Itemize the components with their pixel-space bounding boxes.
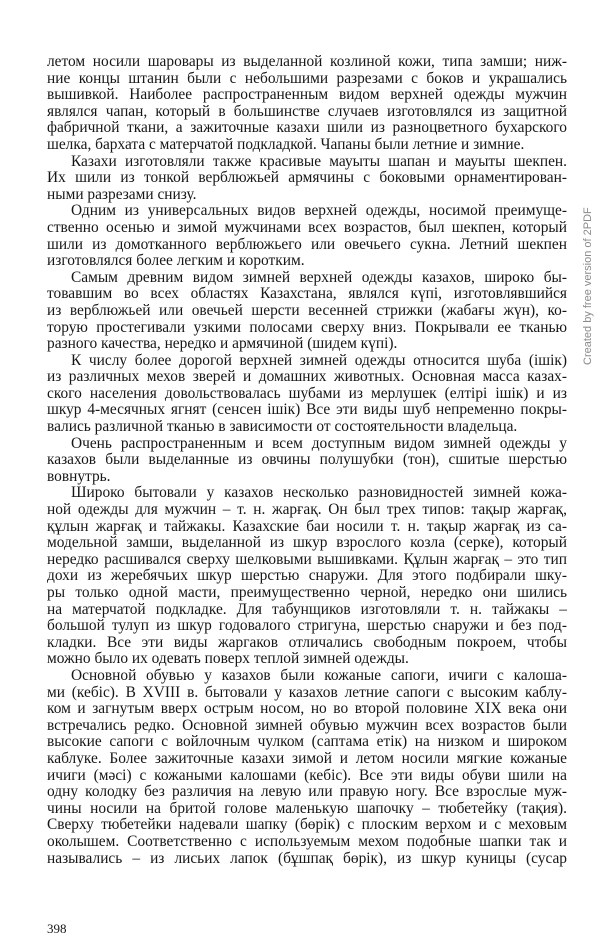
text-line: Одним из универсальных видов верхней одежды, носимой преимуще-	[71, 202, 567, 220]
text-line: высокие сапоги с войлочным чулком (саптама етік) на низком и широком	[47, 733, 567, 751]
text-line: вовнутрь.	[47, 467, 111, 485]
text-line: встречались редко. Основной зимней обувью мужчин всех возрастов были	[47, 716, 567, 734]
text-line: Самым древним видом зимней верхней одежды казахов, широко бы-	[71, 268, 567, 286]
text-line: Сверху тюбетейки надевали шапку (бөрік) с плоским верхом и с меховым	[47, 816, 567, 834]
text-line: нередко расшивался сверху шелковыми вышивками. Құлын жарғақ – это тип	[47, 550, 567, 568]
text-line: летом носили шаровары из выделанной козлиной кожи, типа замши; ниж-	[47, 53, 567, 70]
text-line: можно было их одевать поверх теплой зимней одежды.	[47, 650, 409, 668]
text-line: ственно осенью и зимой мужчинами всех возрастов, был шекпен, который	[47, 218, 567, 236]
text-line: шили из домотканного верблюжьего или овечьего сукна. Летний шекпен	[47, 235, 567, 253]
text-line: товавшим во всех областях Казахстана, являлся күпі, изготовлявшийся	[47, 285, 567, 303]
text-line: из различных мехов зверей и домашних животных. Основная масса казах-	[47, 368, 567, 386]
text-line: кладки. Все эти виды жаргаков отличались свободным покроем, чтобы	[47, 633, 567, 651]
text-line: ры только одной масти, преимущественно черной, нередко они шились	[47, 584, 567, 601]
text-line: вались различной тканью в зависимости от состоятельности владельца.	[47, 418, 518, 436]
text-line: назывались – из лисьих лапок (бұшпақ бөрік), из шкур куницы (сусар	[47, 849, 567, 867]
watermark-text: Created by free version of 2PDF	[582, 207, 594, 365]
text-line: торую простегивали узкими полосами сверху вниз. Покрывали ее тканью	[47, 318, 567, 336]
text-line: ными разрезами снизу.	[47, 185, 197, 203]
text-line: Широко бытовали у казахов несколько разновидностей зимней кожа-	[71, 484, 567, 502]
text-line: Очень распространенным и всем доступным видом зимней одежды у	[71, 434, 567, 452]
watermark	[582, 185, 596, 365]
text-line: ского населения довольствовалась шубами из мерлушек (елтірі ішік) и из	[47, 384, 567, 402]
text-line: из верблюжьей или овечьей шерсти весенней стрижки (жабағы жүн), ко-	[47, 301, 567, 319]
text-line: модельной замши, выделанной из шкур взрослого козла (серке), который	[47, 534, 567, 552]
text-line: шкур 4-месячных ягнят (сенсен ішік) Все эти виды шуб непременно покры-	[47, 401, 567, 419]
text-line: ичиги (мәсі) с кожаными калошами (кебіс). Все эти виды обуви шили на	[47, 766, 567, 784]
text-line: чины носили на бритой голове маленькую шапочку – тюбетейку (тақия).	[47, 799, 567, 817]
text-line: каблуке. Более зажиточные казахи зимой и летом носили мягкие кожаные	[47, 749, 567, 767]
text-line: фабричной ткани, а зажиточные казахи шили из разноцветного бухарского	[47, 119, 567, 137]
text-line: ми (кебіс). В XVIII в. бытовали у казахов летние сапоги с высоким каблу-	[47, 683, 567, 701]
text-line: Основной обувью у казахов были кожаные сапоги, ичиги с калоша-	[71, 666, 567, 684]
text-line: Казахи изготовляли также красивые мауыты шапан и мауыты шекпен.	[71, 152, 567, 170]
text-line: Их шили из тонкой верблюжьей армячины с боковыми орнаментирован-	[47, 169, 567, 187]
text-line: казахов были выделанные из овчины полушубки (тон), сшитые шерстью	[47, 451, 567, 469]
body-text	[47, 54, 567, 867]
text-line: разного качества, нередко и армячиной (шидем күпі).	[47, 335, 398, 353]
text-line: околышем. Соответственно с используемым мехом подобные шапки так и	[47, 832, 567, 850]
text-line: құлын жарғақ и тайжакы. Казахские баи носили т. н. тақыр жарғақ из са-	[47, 517, 567, 535]
text-line: являлся чапан, который в большинстве случаев изготовлялся из защитной	[47, 102, 567, 120]
text-line: К числу более дорогой верхней зимней одежды относится шуба (ішік)	[71, 351, 567, 369]
text-line: одну колодку без различия на левую или правую ногу. Все взрослые муж-	[47, 783, 567, 801]
text-line: вышивкой. Наиболее распространенным видом верхней одежды мужчин	[47, 86, 567, 104]
text-line: ние концы штанин были с небольшими разрезами с боков и украшались	[47, 69, 567, 87]
text-line: ком и загнутым вверх острым носом, но во второй половине XIX века они	[47, 700, 567, 718]
text-line: ной одежды для мужчин – т. н. жарғақ. Он был трех типов: тақыр жарғақ,	[47, 501, 567, 519]
text-line: шелка, бархата с матерчатой подкладкой. Чапаны были летние и зимние.	[47, 135, 525, 153]
text-line: дохи из жеребячьих шкур шерстью снаружи. Для этого подбирали шку-	[47, 567, 567, 585]
text-line: большой тулуп из шкур годовалого стригуна, шерстью снаружи и без под-	[47, 617, 567, 635]
text-line: на матерчатой подкладке. Для табунщиков изготовляли т. н. тайжакы –	[47, 600, 567, 618]
page-number: 398	[47, 921, 67, 936]
text-line: изготовлялся более легким и коротким.	[47, 252, 305, 270]
